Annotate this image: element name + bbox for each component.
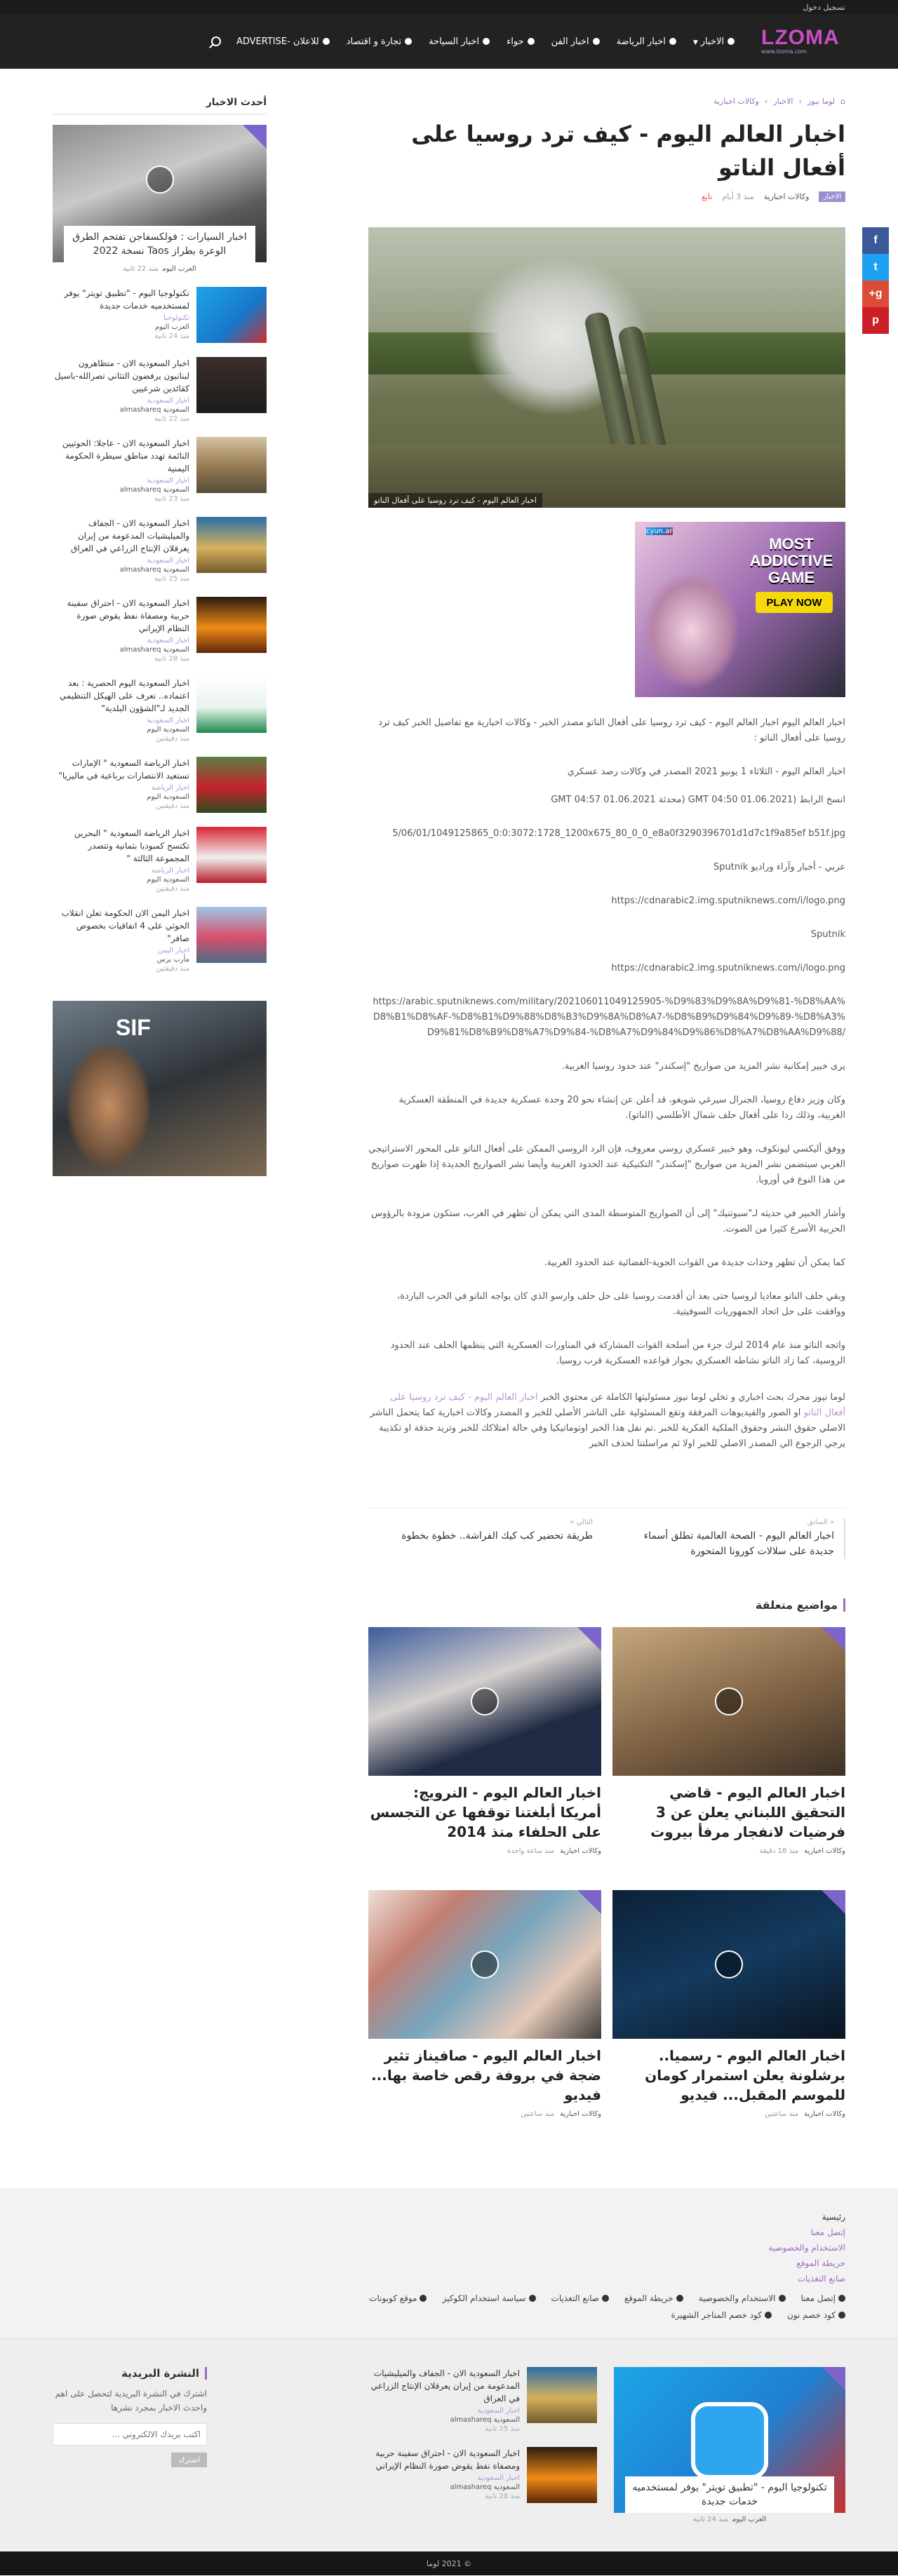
sidebar-thumb[interactable]: [196, 287, 267, 343]
logo-text: LZOMA: [761, 26, 840, 49]
newsletter-title: النشرة البريدية: [53, 2367, 207, 2380]
footer-links: [0, 2188, 898, 2338]
nav-item-women[interactable]: حواء: [498, 36, 542, 47]
footer-link[interactable]: إتصل معنا: [801, 2293, 845, 2303]
ad-site: cyun.ar: [646, 527, 673, 535]
sidebar-thumb[interactable]: [196, 827, 267, 883]
article-paragraph: https://cdnarabic2.img.sputniknews.com/i/logo.png: [611, 896, 845, 906]
home-icon[interactable]: ⌂: [840, 97, 845, 106]
related-card[interactable]: اخبار العالم اليوم - صافيناز تثير ضجة في بروفة رقص خاصة بها... فيديو وكالات اخباريةمنذ ساعتين: [368, 1890, 601, 2118]
nav-item-economy[interactable]: تجارة و اقتصاد: [338, 36, 420, 47]
ad-figure: [642, 571, 740, 690]
sidebar-ad[interactable]: [53, 1001, 267, 1176]
footer-link[interactable]: موقع كوبونات: [369, 2293, 427, 2303]
related-card[interactable]: اخبار العالم اليوم - النرويج: أمريكا أبلغتنا توقفها عن التجسس على الحلفاء منذ 2014 وكالات اخباريةمنذ ساعة واحدة: [368, 1627, 601, 1855]
footer-row: [53, 2310, 845, 2320]
sidebar: أحدث الاخبار اخبار السيارات : فولكسفاجن تفتحم الطرق الوعرة بطراز Taos نسخة 2022 العرب اليوممنذ 22 ثانية تكنولوجيا اليوم - "تطبيق تويتر" يوفر لمستخدميه خدمات جديدة تكنولوجيا العرب اليوم منذ 24 ثانية اخبار السعودية الان - متظاهرون لبنانيون يرفضون التثاني تصرالله-باسيل كقائدين شرعيين اخبار السعودية السعودية almashareq منذ 22 ثانية اخبار السعودية الان - عاجلا: الحوثيين النائمة تهدد مناطق سيطرة الحكومة اليمنية اخبار السعودية السعودية almashareq منذ 23 ثانية اخبار السعودية الان - الجفاف والميليشيات المدعومة من إيران يعرقلان الإنتاج الزراعي في العراق اخبار السعودية السعودية almashareq منذ 25 ثانية اخبار السعودية الان - احتراق سفينة حربية ومصفاة نفط يقوض صورة النظام الإيراني اخبار السعودية السعودية almashareq منذ 28 ثانية اخبار السعودية اليوم الحصرية : بعد اعتماده.. تعرف على الهيكل التنظيمي الجديد لـ"الشؤون البلدية" اخبار السعودية السعودية اليوم منذ دقيقتين اخبار الرياضة السعودية " الإمارات تستعيد الانتصارات برباعية في ماليزيا" اخبار الرياضة السعودية اليوم منذ دقيقتين اخبار الرياضة السعودية " البحرين تكتسح كمبوديا بثمانية وتتصدر المجموعة الثالثة " اخبار الرياضة السعودية اليوم منذ دقيقتين اخبار اليمن الان الحكومة تعلن انقلاب الحوثي على 4 اتفاقيات بخصوص صافر" اخبار اليمن مأرب برس منذ دقيقتين SIF: [53, 97, 267, 1176]
disclaimer-link[interactable]: اخبار العالم اليوم - كيف ترد روسيا على أفعال الناتو: [390, 1392, 845, 1418]
sidebar-thumb[interactable]: [196, 517, 267, 573]
sidebar-item[interactable]: اخبار السعودية الان - الجفاف والميليشيات المدعومة من إيران يعرقلان الإنتاج الزراعي في العراق اخبار السعودية السعودية almashareq منذ 25 ثانية: [53, 517, 267, 583]
top-bar: [0, 0, 898, 14]
article-category[interactable]: وكالات اخبارية: [763, 192, 810, 201]
related-heading: مواضيع متعلقة: [368, 1598, 845, 1612]
article-paragraph: وكان وزير دفاع روسيا، الجنرال سيرغي شويغو، قد أعلن عن إنشاء نحو 20 وحدة عسكرية جديدة في المنطقة العسكرية الغربية، وذلك ردا على أفعال حلف شمال الأطلسي (الناتو).: [398, 1095, 845, 1121]
article-time: منذ 3 أيام: [722, 192, 754, 201]
sidebar-thumb[interactable]: [196, 597, 267, 653]
breadcrumb-sep: ›: [764, 97, 768, 106]
breadcrumb-home[interactable]: لوما نيوز: [807, 97, 836, 106]
nav-dot-icon: [483, 38, 490, 45]
footer-link[interactable]: الاستخدام والخصوصية: [699, 2293, 786, 2303]
related-image[interactable]: [368, 1890, 601, 2039]
footer-link[interactable]: سياسة استخدام الكوكيز: [442, 2293, 535, 2303]
nav-dot-icon: [669, 38, 676, 45]
prev-next-nav: [368, 1508, 845, 1559]
nav-item-sports[interactable]: اخبار الرياضة: [608, 36, 685, 47]
corner-icon: [822, 2367, 845, 2391]
footer-thumb[interactable]: [527, 2367, 597, 2423]
footer-link[interactable]: خريطة الموقع: [624, 2293, 683, 2303]
footer-link[interactable]: كود خصم نون: [787, 2310, 845, 2320]
sidebar-item[interactable]: اخبار السعودية الان - عاجلا: الحوثيين النائمة تهدد مناطق سيطرة الحكومة اليمنية اخبار السعودية السعودية almashareq منذ 23 ثانية: [53, 437, 267, 503]
sidebar-item[interactable]: اخبار الرياضة السعودية " البحرين تكتسح كمبوديا بثمانية وتتصدر المجموعة الثالثة " اخبار الرياضة السعودية اليوم منذ دقيقتين: [53, 827, 267, 893]
breadcrumb-agencies[interactable]: وكالات اخبارية: [713, 97, 759, 106]
footer-item[interactable]: اخبار السعودية الان - احتراق سفينة حربية ومصفاة نفط يقوض صورة النظام الإيراني اخبار السعودية السعودية almashareq منذ 28 ثانية: [358, 2447, 597, 2503]
nav-item-art[interactable]: اخبار الفن: [543, 36, 608, 47]
prev-article-link[interactable]: « السابق اخبار العالم اليوم - الصحة العالمية تطلق أسماء جديدة على سلالات كورونا المتحورة: [621, 1518, 845, 1559]
hero-caption: اخبار العالم اليوم - كيف ترد روسيا على أفعال الناتو: [368, 493, 542, 508]
ad-headline: MOST ADDICTIVE GAME: [749, 535, 833, 586]
login-link[interactable]: تسجيل دخول: [803, 2, 845, 12]
play-icon: [715, 1687, 743, 1715]
article-paragraph: https://cdnarabic2.img.sputniknews.com/i/logo.png: [611, 963, 845, 973]
footer-column: رئيسية إتصل معنا الاستخدام والخصوصية خريطة الموقع صانع التغذيات: [768, 2212, 845, 2284]
chevron-down-icon: ▼: [692, 39, 698, 46]
footer-thumb[interactable]: [527, 2447, 597, 2503]
newsletter-desc: اشترك في النشرة البريدية لتحصل على اهم واحدث الاخبار بمجرد نشرها: [55, 2389, 207, 2413]
breadcrumb-news[interactable]: الاخبار: [773, 97, 793, 106]
play-icon: [471, 1687, 499, 1715]
footer-item[interactable]: اخبار السعودية الان - الجفاف والميليشيات المدعومة من إيران يعرقلان الإنتاج الزراعي في العراق اخبار السعودية السعودية almashareq منذ 25 ثانية: [358, 2367, 597, 2433]
article-meta: [368, 191, 845, 202]
nav-item-news[interactable]: الاخبار▼: [685, 36, 743, 47]
sidebar-item[interactable]: اخبار السعودية الان - احتراق سفينة حربية ومصفاة نفط يقوض صورة النظام الإيراني اخبار السعودية السعودية almashareq منذ 28 ثانية: [53, 597, 267, 663]
sidebar-thumb[interactable]: [196, 437, 267, 493]
article-paragraph: واتجه الناتو منذ عام 2014 لنرك جزء من أسلحة القوات المشاركة في المناورات العسكرية التي ينظمها الحلف عند الحدود الروسية، كما زاد الناتو نشاطه العسكري بجوار قواعده العسكرية قرب روسيا.: [390, 1340, 845, 1366]
footer-featured[interactable]: تكنولوجيا اليوم - "تطبيق تويتر" يوفر لمستخدميه خدمات جديدة العرب اليوممنذ 24 ثانية: [614, 2367, 845, 2523]
article-paragraph: 5/06/01/1049125865_0:0:3072:1728_1200x675_80_0_0_e8a0f3290396701d1d7c1f9a85ef b51f.jpg: [392, 828, 845, 839]
sidebar-heading: أحدث الاخبار: [53, 97, 267, 115]
related-image[interactable]: [368, 1627, 601, 1776]
breadcrumb-sep: ›: [798, 97, 802, 106]
footer-row: [53, 2293, 845, 2303]
nav-item-advertise[interactable]: للاعلان -ADVERTISE: [228, 36, 338, 47]
play-icon: [146, 166, 174, 194]
article-paragraph: كما يمكن أن تظهر وحدات جديدة من القوات الجوية-الفضائية عند الحدود الغربية.: [544, 1257, 845, 1268]
page-body: [53, 97, 883, 2118]
nav-dot-icon: [728, 38, 735, 45]
google-plus-share-icon[interactable]: g+: [862, 281, 889, 307]
main-nav: [53, 36, 743, 47]
sidebar-item[interactable]: اخبار السعودية اليوم الحصرية : بعد اعتماده.. تعرف على الهيكل التنظيمي الجديد لـ"الشؤون البلدية" اخبار السعودية السعودية اليوم منذ دقيقتين: [53, 677, 267, 743]
related-grid: [368, 1627, 845, 2118]
article-body: [368, 227, 883, 1452]
sidebar-item[interactable]: اخبار السعودية الان - متظاهرون لبنانيون يرفضون التثاني تصرالله-باسيل كقائدين شرعيين اخبار السعودية السعودية almashareq منذ 22 ثانية: [53, 357, 267, 423]
related-image[interactable]: [612, 1890, 845, 2039]
twitter-share-icon[interactable]: t: [862, 254, 889, 281]
search-icon[interactable]: [211, 36, 221, 46]
email-field[interactable]: [53, 2423, 207, 2446]
sidebar-thumb[interactable]: [196, 357, 267, 413]
footer-list: [358, 2367, 597, 2503]
footer-link[interactable]: كود خصم المتاجر الشهيرة: [671, 2310, 772, 2320]
hero-image: [368, 227, 845, 508]
site-header: [0, 14, 898, 69]
nav-dot-icon: [593, 38, 600, 45]
ad-figure: [67, 1043, 151, 1169]
related-image[interactable]: [612, 1627, 845, 1776]
related-card[interactable]: اخبار العالم اليوم - قاضي التحقيق اللبناني يعلن عن 3 فرضيات لانفجار مرفأ بيروت وكالات اخباريةمنذ 18 دقيقة: [612, 1627, 845, 1855]
article-paragraph: وأشار الخبير في حديثه لـ"سبوتنيك" إلى أن الصواريخ المتوسطة المدى التي يمكن أن تظهر في الغرب، ستكون مزودة بالرؤوس الحربية الأسرع كثيرا من الصوت.: [371, 1208, 845, 1234]
game-ad[interactable]: [635, 522, 845, 697]
corner-icon: [822, 1890, 845, 1914]
page-title: اخبار العالم اليوم - كيف ترد روسيا على أفعال الناتو: [411, 121, 845, 181]
footer-link[interactable]: صانع التغذيات: [551, 2293, 609, 2303]
next-article-link[interactable]: التالي » طريقة تحضير كب كيك الفراشة.. خطوة بخطوة: [401, 1518, 593, 1542]
article-paragraph: اخبار العالم اليوم - الثلاثاء 1 يونيو 2021 المصدر في وكالات رصد عسكري: [567, 767, 845, 777]
corner-icon: [243, 125, 267, 149]
sidebar-thumb[interactable]: [196, 677, 267, 733]
sidebar-thumb[interactable]: [196, 907, 267, 963]
pinterest-share-icon[interactable]: p: [862, 307, 889, 334]
related-card[interactable]: اخبار العالم اليوم - رسميا.. برشلونة يعلن استمرار كومان للموسم المقبل... فيديو وكالات اخباريةمنذ ساعتين: [612, 1890, 845, 2118]
article-link[interactable]: https://arabic.sputniknews.com/military/202106011049125905-%D9%83%D9%8A%D9%81-%D8%AA%D8%B1%D8%AF-%D8%B1%D9%88%D8%B3%D9%8A%D8%A7-%D8%B9%D9%84%D9%89-%D8%A3%D9%81%D8%B9%D8%A7%D9%84-%D8%A7%D9%84%D9%86%D8%A7%D8%AA%D9%88/: [373, 997, 845, 1038]
sidebar-item[interactable]: تكنولوجيا اليوم - "تطبيق تويتر" يوفر لمستخدميه خدمات جديدة تكنولوجيا العرب اليوم منذ 24 ثانية: [53, 287, 267, 343]
disclaimer: لوما نيوز محرك بحث اخباري و تخلي لوما نيوز مسئوليتها الكاملة عن محتوي الخبر اخبار العالم اليوم - كيف ترد روسيا على أفعال الناتو او الصور والفيديوهات المرفقة وتقع المسئولية على الناشر الأصلي للخبر و المصدر وكالات اخبارية كما يتحمل الناشر الاصلي حقوق النشر وحقوق الملكية الفكرية للخبر .تم نقل هذا الخبر اوتوماتيكيا وفي حالة امتلاكك للخبر وتريد حذفة او تكذيبة يرجي الرجوع الي المصدر الاصلي للخبر اولا ثم مراسلتنا لحذف الخبر: [370, 1392, 845, 1449]
article-paragraph: Sputnik: [810, 929, 845, 940]
breadcrumb: [368, 97, 845, 106]
corner-icon: [577, 1890, 601, 1914]
article-column: [368, 97, 883, 2118]
nav-dot-icon: [405, 38, 412, 45]
sidebar-item[interactable]: اخبار الرياضة السعودية " الإمارات تستعيد الانتصارات برباعية في ماليزيا" اخبار الرياضة السعودية اليوم منذ دقيقتين: [53, 757, 267, 813]
nav-item-tourism[interactable]: اخبار السياحة: [420, 36, 498, 47]
article-paragraph: ووفق أليكسي ليونكوف، وهو خبير عسكري روسي معروف، فإن الرد الروسي الممكن على أفعال الناتو على المحور الاستراتيجي الغربي سيتضمن نشر المزيد من صواريخ "إسكندر" التكتيكية عند الحدود الغربية وأيضا نشر الصواريخ الجديدة إذا ظهرت صواريخ من هذا النوع في أوروبا.: [368, 1144, 845, 1185]
nav-dot-icon: [528, 38, 535, 45]
subscribe-button[interactable]: اشترك: [171, 2453, 207, 2467]
play-icon: [471, 1950, 499, 1978]
play-icon: [715, 1950, 743, 1978]
corner-icon: [577, 1627, 601, 1651]
sidebar-featured[interactable]: اخبار السيارات : فولكسفاجن تفتحم الطرق الوعرة بطراز Taos نسخة 2022: [53, 125, 267, 262]
article-paragraph: اخبار العالم اليوم اخبار العالم اليوم - كيف ترد روسيا على أفعال الناتو مصدر الخبر - وكالات اخبارية مع تفاصيل الخبر كيف ترد روسيا على أفعال الناتو :: [378, 717, 845, 743]
facebook-share-icon[interactable]: f: [862, 227, 889, 254]
logo-sub: www.lzoma.com: [761, 48, 807, 55]
corner-icon: [822, 1627, 845, 1651]
twitter-logo-icon: [691, 2402, 768, 2479]
footer-featured-image[interactable]: تكنولوجيا اليوم - "تطبيق تويتر" يوفر لمستخدميه خدمات جديدة: [614, 2367, 845, 2513]
follow-button[interactable]: تابع: [702, 192, 713, 201]
nav-dot-icon: [323, 38, 330, 45]
ad-brand: SIF: [116, 1015, 151, 1040]
article-paragraph: انسخ الرابط (GMT 04:50 01.06.2021 (محدثة GMT 04:57 01.06.2021: [551, 795, 845, 805]
article-paragraph: يرى خبير إمكانية نشر المزيد من صواريخ "إسكندر" عند حدود روسيا الغربية.: [561, 1061, 845, 1072]
share-bar: [862, 227, 889, 334]
site-logo[interactable]: [761, 27, 845, 56]
category-badge[interactable]: الاخبار: [819, 191, 845, 202]
article-paragraph: عربي - أخبار وآراء وراديو Sputnik: [713, 862, 845, 872]
sidebar-item[interactable]: اخبار اليمن الان الحكومة تعلن انقلاب الحوثي على 4 اتفاقيات بخصوص صافر" اخبار اليمن مأرب برس منذ دقيقتين: [53, 907, 267, 973]
copyright: © 2021 لوما: [0, 2551, 898, 2575]
newsletter: [53, 2367, 207, 2467]
sidebar-thumb[interactable]: [196, 757, 267, 813]
article-paragraph: وبقي حلف الناتو معاديا لروسيا حتى بعد أن أقدمت روسيا على حل حلف وارسو الذي كان يواجه الناتو في الحرب الباردة، ووافقت على حل اتحاد الجمهوريات السوفيتية.: [397, 1291, 845, 1317]
ad-play-button[interactable]: PLAY NOW: [756, 592, 833, 613]
footer-widgets: [0, 2338, 898, 2551]
